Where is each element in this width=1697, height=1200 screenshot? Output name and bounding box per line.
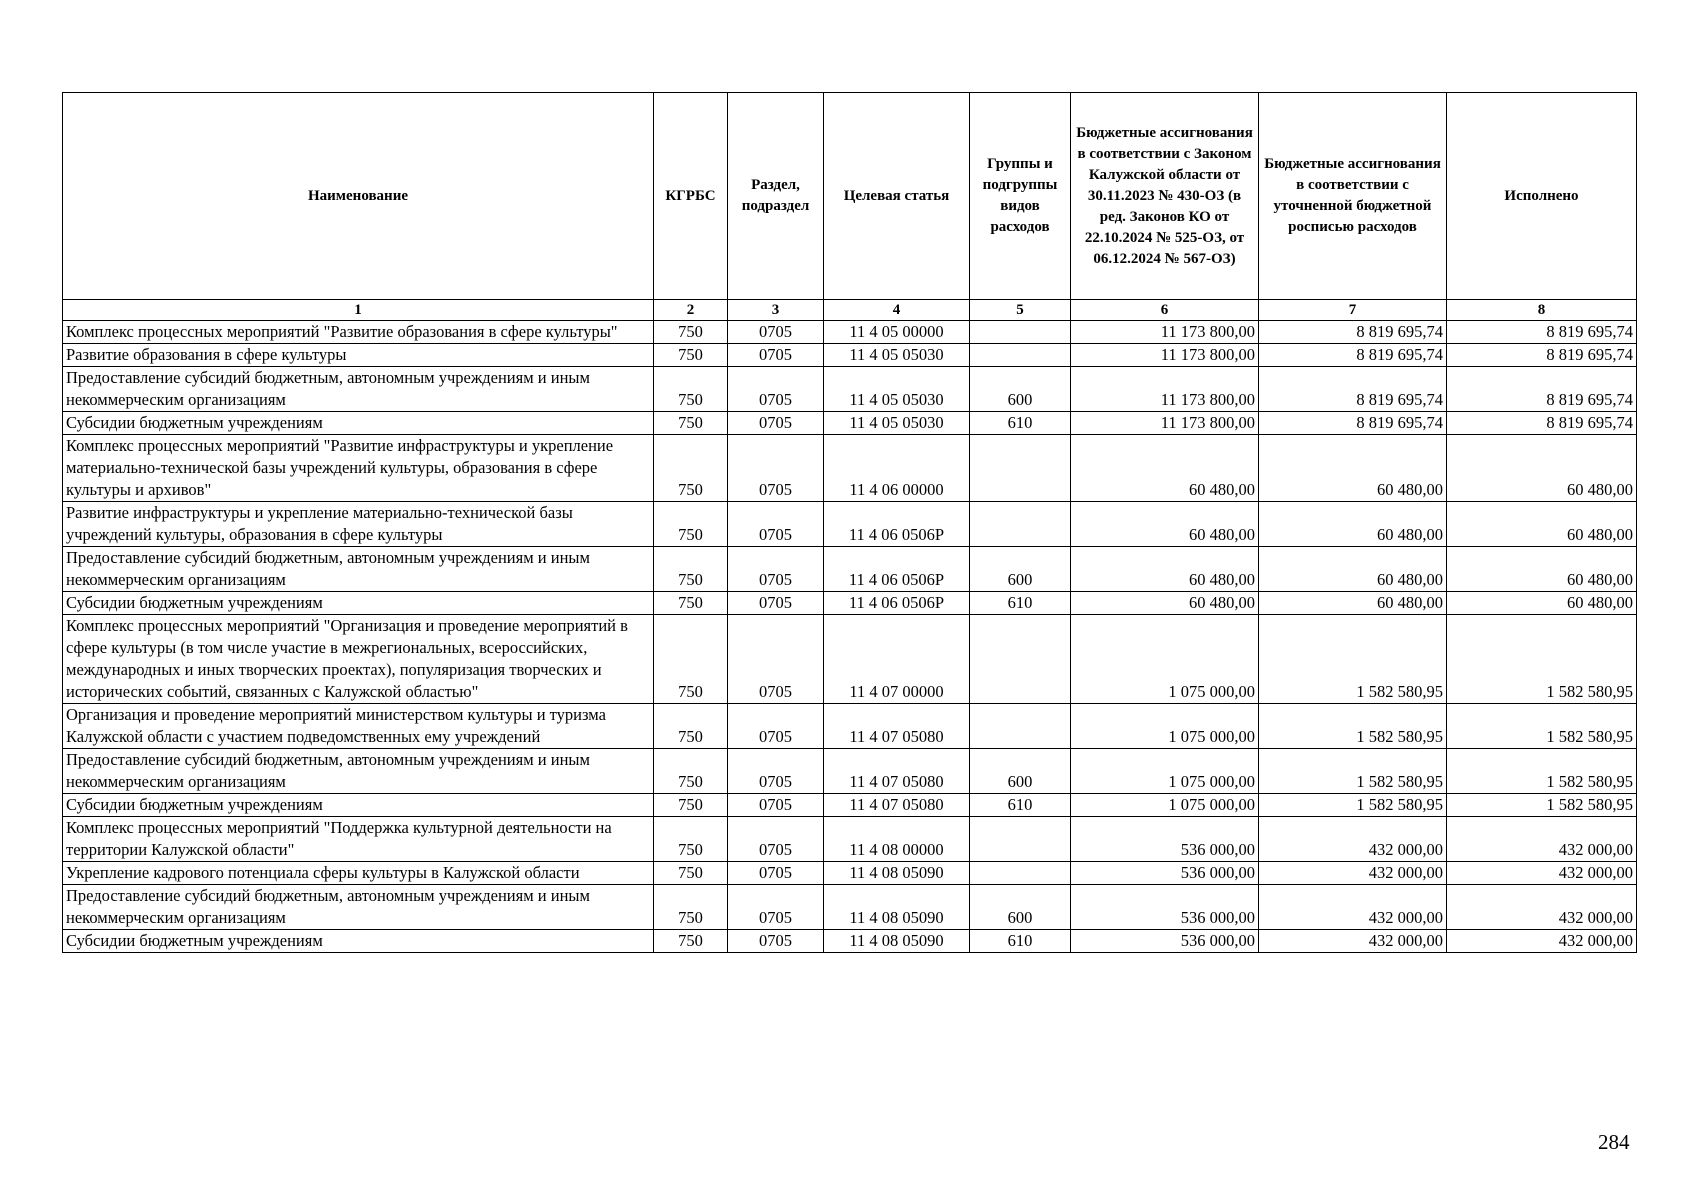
- cell-name: Субсидии бюджетным учреждениям: [63, 794, 654, 817]
- header-kgrbs: КГРБС: [654, 93, 728, 300]
- cell-assignment-law: 11 173 800,00: [1071, 344, 1259, 367]
- cell-section: 0705: [728, 502, 824, 547]
- cell-kgrbs: 750: [654, 930, 728, 953]
- cell-executed: 8 819 695,74: [1447, 344, 1637, 367]
- table-row: [63, 615, 1637, 704]
- cell-name: Субсидии бюджетным учреждениям: [63, 412, 654, 435]
- cell-name: Развитие образования в сфере культуры: [63, 344, 654, 367]
- table-row: [63, 344, 1637, 367]
- column-number: 1: [63, 300, 654, 321]
- page-number: 284: [1598, 1130, 1630, 1154]
- cell-kgrbs: 750: [654, 367, 728, 412]
- cell-section: 0705: [728, 862, 824, 885]
- cell-executed: 60 480,00: [1447, 592, 1637, 615]
- cell-kgrbs: 750: [654, 435, 728, 502]
- cell-name: Предоставление субсидий бюджетным, автономным учреждениям и иным некоммерческим организациям: [63, 547, 654, 592]
- cell-name: Развитие инфраструктуры и укрепление материально-технической базы учреждений культуры, образования в сфере культуры: [63, 502, 654, 547]
- cell-executed: 8 819 695,74: [1447, 367, 1637, 412]
- table-row: [63, 794, 1637, 817]
- header-row: [63, 93, 1637, 300]
- cell-kgrbs: 750: [654, 321, 728, 344]
- cell-assignment-law: 536 000,00: [1071, 885, 1259, 930]
- table-row: [63, 412, 1637, 435]
- header-assignment-plan: Бюджетные ассигнования в соответствии с уточненной бюджетной росписью расходов: [1259, 93, 1447, 300]
- column-number: 2: [654, 300, 728, 321]
- cell-assignment-plan: 60 480,00: [1259, 435, 1447, 502]
- header-executed: Исполнено: [1447, 93, 1637, 300]
- table-row: [63, 547, 1637, 592]
- cell-section: 0705: [728, 592, 824, 615]
- cell-executed: 8 819 695,74: [1447, 412, 1637, 435]
- header-name: Наименование: [63, 93, 654, 300]
- cell-executed: 1 582 580,95: [1447, 794, 1637, 817]
- cell-executed: 432 000,00: [1447, 930, 1637, 953]
- cell-section: 0705: [728, 547, 824, 592]
- cell-kgrbs: 750: [654, 862, 728, 885]
- column-number: 8: [1447, 300, 1637, 321]
- table-body: [63, 321, 1637, 953]
- cell-executed: 432 000,00: [1447, 862, 1637, 885]
- table-row: [63, 435, 1637, 502]
- cell-name: Предоставление субсидий бюджетным, автономным учреждениям и иным некоммерческим организациям: [63, 367, 654, 412]
- cell-expense-type: 600: [970, 547, 1071, 592]
- cell-expense-type: [970, 344, 1071, 367]
- cell-name: Укрепление кадрового потенциала сферы культуры в Калужской области: [63, 862, 654, 885]
- cell-expense-type: 610: [970, 412, 1071, 435]
- column-number: 5: [970, 300, 1071, 321]
- cell-target-article: 11 4 08 05090: [824, 862, 970, 885]
- cell-expense-type: [970, 817, 1071, 862]
- cell-assignment-law: 1 075 000,00: [1071, 615, 1259, 704]
- cell-target-article: 11 4 06 0506Р: [824, 502, 970, 547]
- cell-target-article: 11 4 08 00000: [824, 817, 970, 862]
- cell-assignment-law: 536 000,00: [1071, 817, 1259, 862]
- cell-kgrbs: 750: [654, 885, 728, 930]
- cell-assignment-law: 60 480,00: [1071, 502, 1259, 547]
- table-row: [63, 704, 1637, 749]
- table-row: [63, 817, 1637, 862]
- cell-target-article: 11 4 05 00000: [824, 321, 970, 344]
- cell-target-article: 11 4 06 00000: [824, 435, 970, 502]
- cell-section: 0705: [728, 930, 824, 953]
- cell-assignment-plan: 432 000,00: [1259, 817, 1447, 862]
- cell-assignment-law: 536 000,00: [1071, 862, 1259, 885]
- cell-kgrbs: 750: [654, 547, 728, 592]
- cell-section: 0705: [728, 344, 824, 367]
- cell-section: 0705: [728, 885, 824, 930]
- cell-name: Субсидии бюджетным учреждениям: [63, 592, 654, 615]
- header-assignment-law: Бюджетные ассигнования в соответствии с Законом Калужской области от 30.11.2023 № 430-ОЗ (в ред. Законов КО от 22.10.2024 № 525-ОЗ, от 06.12.2024 № 567-ОЗ): [1071, 93, 1259, 300]
- budget-table-sheet: [62, 92, 1636, 953]
- cell-assignment-plan: 1 582 580,95: [1259, 704, 1447, 749]
- cell-kgrbs: 750: [654, 749, 728, 794]
- cell-assignment-law: 11 173 800,00: [1071, 367, 1259, 412]
- cell-expense-type: [970, 704, 1071, 749]
- header-target-article: Целевая статья: [824, 93, 970, 300]
- cell-kgrbs: 750: [654, 592, 728, 615]
- cell-expense-type: [970, 321, 1071, 344]
- cell-target-article: 11 4 08 05090: [824, 930, 970, 953]
- cell-section: 0705: [728, 435, 824, 502]
- cell-expense-type: [970, 615, 1071, 704]
- cell-assignment-plan: 8 819 695,74: [1259, 321, 1447, 344]
- cell-expense-type: 610: [970, 794, 1071, 817]
- column-number: 7: [1259, 300, 1447, 321]
- cell-kgrbs: 750: [654, 344, 728, 367]
- cell-target-article: 11 4 07 05080: [824, 794, 970, 817]
- cell-assignment-plan: 432 000,00: [1259, 930, 1447, 953]
- cell-target-article: 11 4 06 0506Р: [824, 547, 970, 592]
- cell-target-article: 11 4 08 05090: [824, 885, 970, 930]
- cell-target-article: 11 4 05 05030: [824, 412, 970, 435]
- cell-name: Комплекс процессных мероприятий "Развитие инфраструктуры и укрепление материально-технической базы учреждений культуры, образования в сфере культуры и архивов": [63, 435, 654, 502]
- cell-section: 0705: [728, 615, 824, 704]
- cell-assignment-plan: 60 480,00: [1259, 547, 1447, 592]
- cell-assignment-law: 1 075 000,00: [1071, 794, 1259, 817]
- table-row: [63, 930, 1637, 953]
- cell-name: Предоставление субсидий бюджетным, автономным учреждениям и иным некоммерческим организациям: [63, 885, 654, 930]
- cell-assignment-plan: 8 819 695,74: [1259, 344, 1447, 367]
- cell-name: Комплекс процессных мероприятий "Поддержка культурной деятельности на территории Калужской области": [63, 817, 654, 862]
- cell-assignment-plan: 1 582 580,95: [1259, 749, 1447, 794]
- cell-assignment-law: 11 173 800,00: [1071, 321, 1259, 344]
- cell-assignment-plan: 432 000,00: [1259, 862, 1447, 885]
- cell-section: 0705: [728, 704, 824, 749]
- cell-assignment-law: 1 075 000,00: [1071, 704, 1259, 749]
- cell-executed: 1 582 580,95: [1447, 615, 1637, 704]
- cell-assignment-plan: 1 582 580,95: [1259, 794, 1447, 817]
- column-number: 4: [824, 300, 970, 321]
- cell-section: 0705: [728, 412, 824, 435]
- cell-target-article: 11 4 06 0506Р: [824, 592, 970, 615]
- cell-expense-type: 610: [970, 930, 1071, 953]
- table-row: [63, 862, 1637, 885]
- table-row: [63, 367, 1637, 412]
- header-expense-type: Группы и подгруппы видов расходов: [970, 93, 1071, 300]
- table-row: [63, 502, 1637, 547]
- cell-assignment-plan: 432 000,00: [1259, 885, 1447, 930]
- table-row: [63, 321, 1637, 344]
- cell-expense-type: [970, 435, 1071, 502]
- cell-name: Предоставление субсидий бюджетным, автономным учреждениям и иным некоммерческим организациям: [63, 749, 654, 794]
- cell-assignment-law: 1 075 000,00: [1071, 749, 1259, 794]
- cell-assignment-law: 60 480,00: [1071, 547, 1259, 592]
- cell-executed: 60 480,00: [1447, 502, 1637, 547]
- cell-assignment-plan: 1 582 580,95: [1259, 615, 1447, 704]
- cell-executed: 432 000,00: [1447, 817, 1637, 862]
- cell-executed: 8 819 695,74: [1447, 321, 1637, 344]
- column-number: 3: [728, 300, 824, 321]
- cell-assignment-law: 60 480,00: [1071, 592, 1259, 615]
- cell-name: Организация и проведение мероприятий министерством культуры и туризма Калужской области с участием подведомственных ему учреждений: [63, 704, 654, 749]
- column-number-row: [63, 300, 1637, 321]
- cell-executed: 1 582 580,95: [1447, 749, 1637, 794]
- cell-target-article: 11 4 05 05030: [824, 367, 970, 412]
- cell-target-article: 11 4 05 05030: [824, 344, 970, 367]
- cell-executed: 60 480,00: [1447, 547, 1637, 592]
- cell-kgrbs: 750: [654, 502, 728, 547]
- cell-section: 0705: [728, 321, 824, 344]
- cell-executed: 1 582 580,95: [1447, 704, 1637, 749]
- cell-kgrbs: 750: [654, 615, 728, 704]
- table-row: [63, 592, 1637, 615]
- header-section: Раздел, подраздел: [728, 93, 824, 300]
- cell-target-article: 11 4 07 05080: [824, 704, 970, 749]
- cell-name: Комплекс процессных мероприятий "Организация и проведение мероприятий в сфере культуры (в том числе участие в межрегиональных, всероссийских, международных и иных творческих проектах), популяризация творческих и исторических событий, связанных с Калужской областью": [63, 615, 654, 704]
- cell-kgrbs: 750: [654, 817, 728, 862]
- cell-name: Субсидии бюджетным учреждениям: [63, 930, 654, 953]
- cell-assignment-plan: 60 480,00: [1259, 592, 1447, 615]
- cell-kgrbs: 750: [654, 412, 728, 435]
- budget-execution-table: [62, 92, 1637, 953]
- cell-expense-type: [970, 502, 1071, 547]
- column-number: 6: [1071, 300, 1259, 321]
- cell-name: Комплекс процессных мероприятий "Развитие образования в сфере культуры": [63, 321, 654, 344]
- cell-executed: 60 480,00: [1447, 435, 1637, 502]
- cell-expense-type: 600: [970, 885, 1071, 930]
- cell-assignment-law: 536 000,00: [1071, 930, 1259, 953]
- cell-expense-type: [970, 862, 1071, 885]
- cell-target-article: 11 4 07 00000: [824, 615, 970, 704]
- cell-section: 0705: [728, 794, 824, 817]
- cell-assignment-law: 60 480,00: [1071, 435, 1259, 502]
- cell-expense-type: 610: [970, 592, 1071, 615]
- cell-assignment-plan: 60 480,00: [1259, 502, 1447, 547]
- cell-assignment-law: 11 173 800,00: [1071, 412, 1259, 435]
- cell-assignment-plan: 8 819 695,74: [1259, 367, 1447, 412]
- cell-assignment-plan: 8 819 695,74: [1259, 412, 1447, 435]
- cell-kgrbs: 750: [654, 704, 728, 749]
- cell-section: 0705: [728, 367, 824, 412]
- cell-target-article: 11 4 07 05080: [824, 749, 970, 794]
- cell-executed: 432 000,00: [1447, 885, 1637, 930]
- cell-section: 0705: [728, 749, 824, 794]
- cell-kgrbs: 750: [654, 794, 728, 817]
- cell-section: 0705: [728, 817, 824, 862]
- table-row: [63, 885, 1637, 930]
- table-row: [63, 749, 1637, 794]
- cell-expense-type: 600: [970, 367, 1071, 412]
- cell-expense-type: 600: [970, 749, 1071, 794]
